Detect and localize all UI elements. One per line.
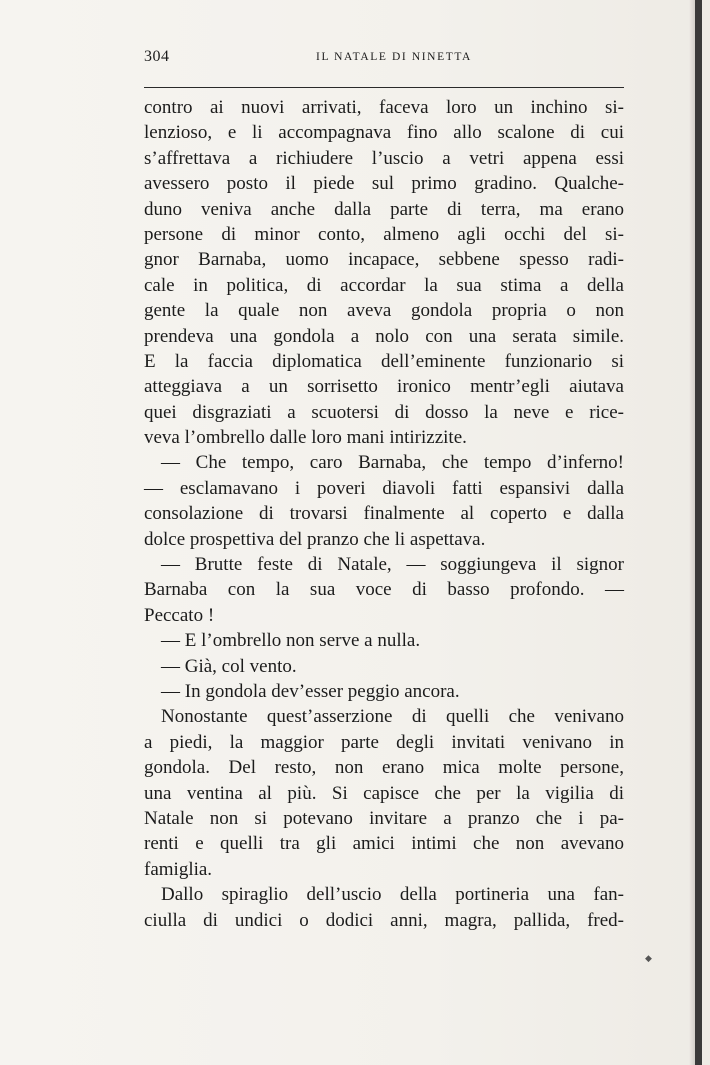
ink-speck: ◆ [645, 953, 652, 963]
text-line: Peccato ! [144, 604, 215, 626]
text-line: prendeva una gondola a nolo con una serata simile. [144, 325, 624, 347]
text-line: persone di minor conto, almeno agli occhi del si- [144, 223, 624, 245]
text-line: ciulla di undici o dodici anni, magra, pallida, fred- [144, 909, 624, 931]
running-title: IL NATALE DI NINETTA [316, 51, 472, 63]
text-line: renti e quelli tra gli amici intimi che non avevano [144, 833, 624, 855]
text-line: s’affrettava a richiudere l’uscio a vetri appena essi [144, 147, 624, 169]
text-line: duno veniva anche dalla parte di terra, ma erano [144, 198, 624, 220]
page-number: 304 [144, 48, 170, 65]
text-line: lenzioso, e li accompagnava fino allo scalone di cui [144, 122, 624, 144]
text-line: atteggiava a un sorrisetto ironico mentr’egli aiutava [144, 376, 624, 398]
text-line: Nonostante quest’asserzione di quelli che venivano [161, 706, 624, 728]
text-line: — esclamavano i poveri diavoli fatti espansivi dalla [144, 477, 624, 499]
text-line: contro ai nuovi arrivati, faceva loro un inchino si- [144, 97, 624, 118]
text-line: famiglia. [144, 858, 213, 880]
page-edge [695, 0, 702, 1065]
text-line: — In gondola dev’esser peggio ancora. [161, 680, 460, 702]
text-line: — Brutte feste di Natale, — soggiungeva il signor [161, 554, 624, 576]
text-line: a piedi, la maggior parte degli invitati venivano in [144, 731, 624, 753]
text-line: quei disgraziati a scuotersi di dosso la neve e rice- [144, 401, 624, 423]
text-line: Barnaba con la sua voce di basso profondo. — [144, 579, 624, 601]
page-header [144, 48, 624, 72]
text-line: — E l’ombrello non serve a nulla. [161, 630, 421, 652]
text-line: avessero posto il piede sul primo gradino. Qualche- [144, 173, 624, 195]
text-line: gente la quale non aveva gondola propria o non [144, 300, 624, 322]
header-rule [144, 87, 624, 88]
text-line: Natale non si potevano invitare a pranzo che i pa- [144, 807, 624, 829]
body-text [144, 95, 624, 933]
text-line: una ventina al più. Si capisce che per la vigilia di [144, 782, 624, 804]
text-line: gnor Barnaba, uomo incapace, sebbene spesso radi- [144, 249, 624, 271]
text-line: veva l’ombrello dalle loro mani intirizzite. [144, 427, 467, 449]
text-line: — Che tempo, caro Barnaba, che tempo d’inferno! [161, 452, 624, 474]
text-line: Dallo spiraglio dell’uscio della portineria una fan- [161, 884, 624, 906]
text-line: E la faccia diplomatica dell’eminente funzionario si [144, 350, 624, 372]
text-line: cale in politica, di accordar la sua stima a della [144, 274, 624, 296]
text-line: — Già, col vento. [161, 655, 297, 677]
text-line: dolce prospettiva del pranzo che li aspettava. [144, 528, 486, 550]
text-line: gondola. Del resto, non erano mica molte persone, [144, 757, 624, 779]
text-line: consolazione di trovarsi finalmente al coperto e dalla [144, 503, 624, 525]
